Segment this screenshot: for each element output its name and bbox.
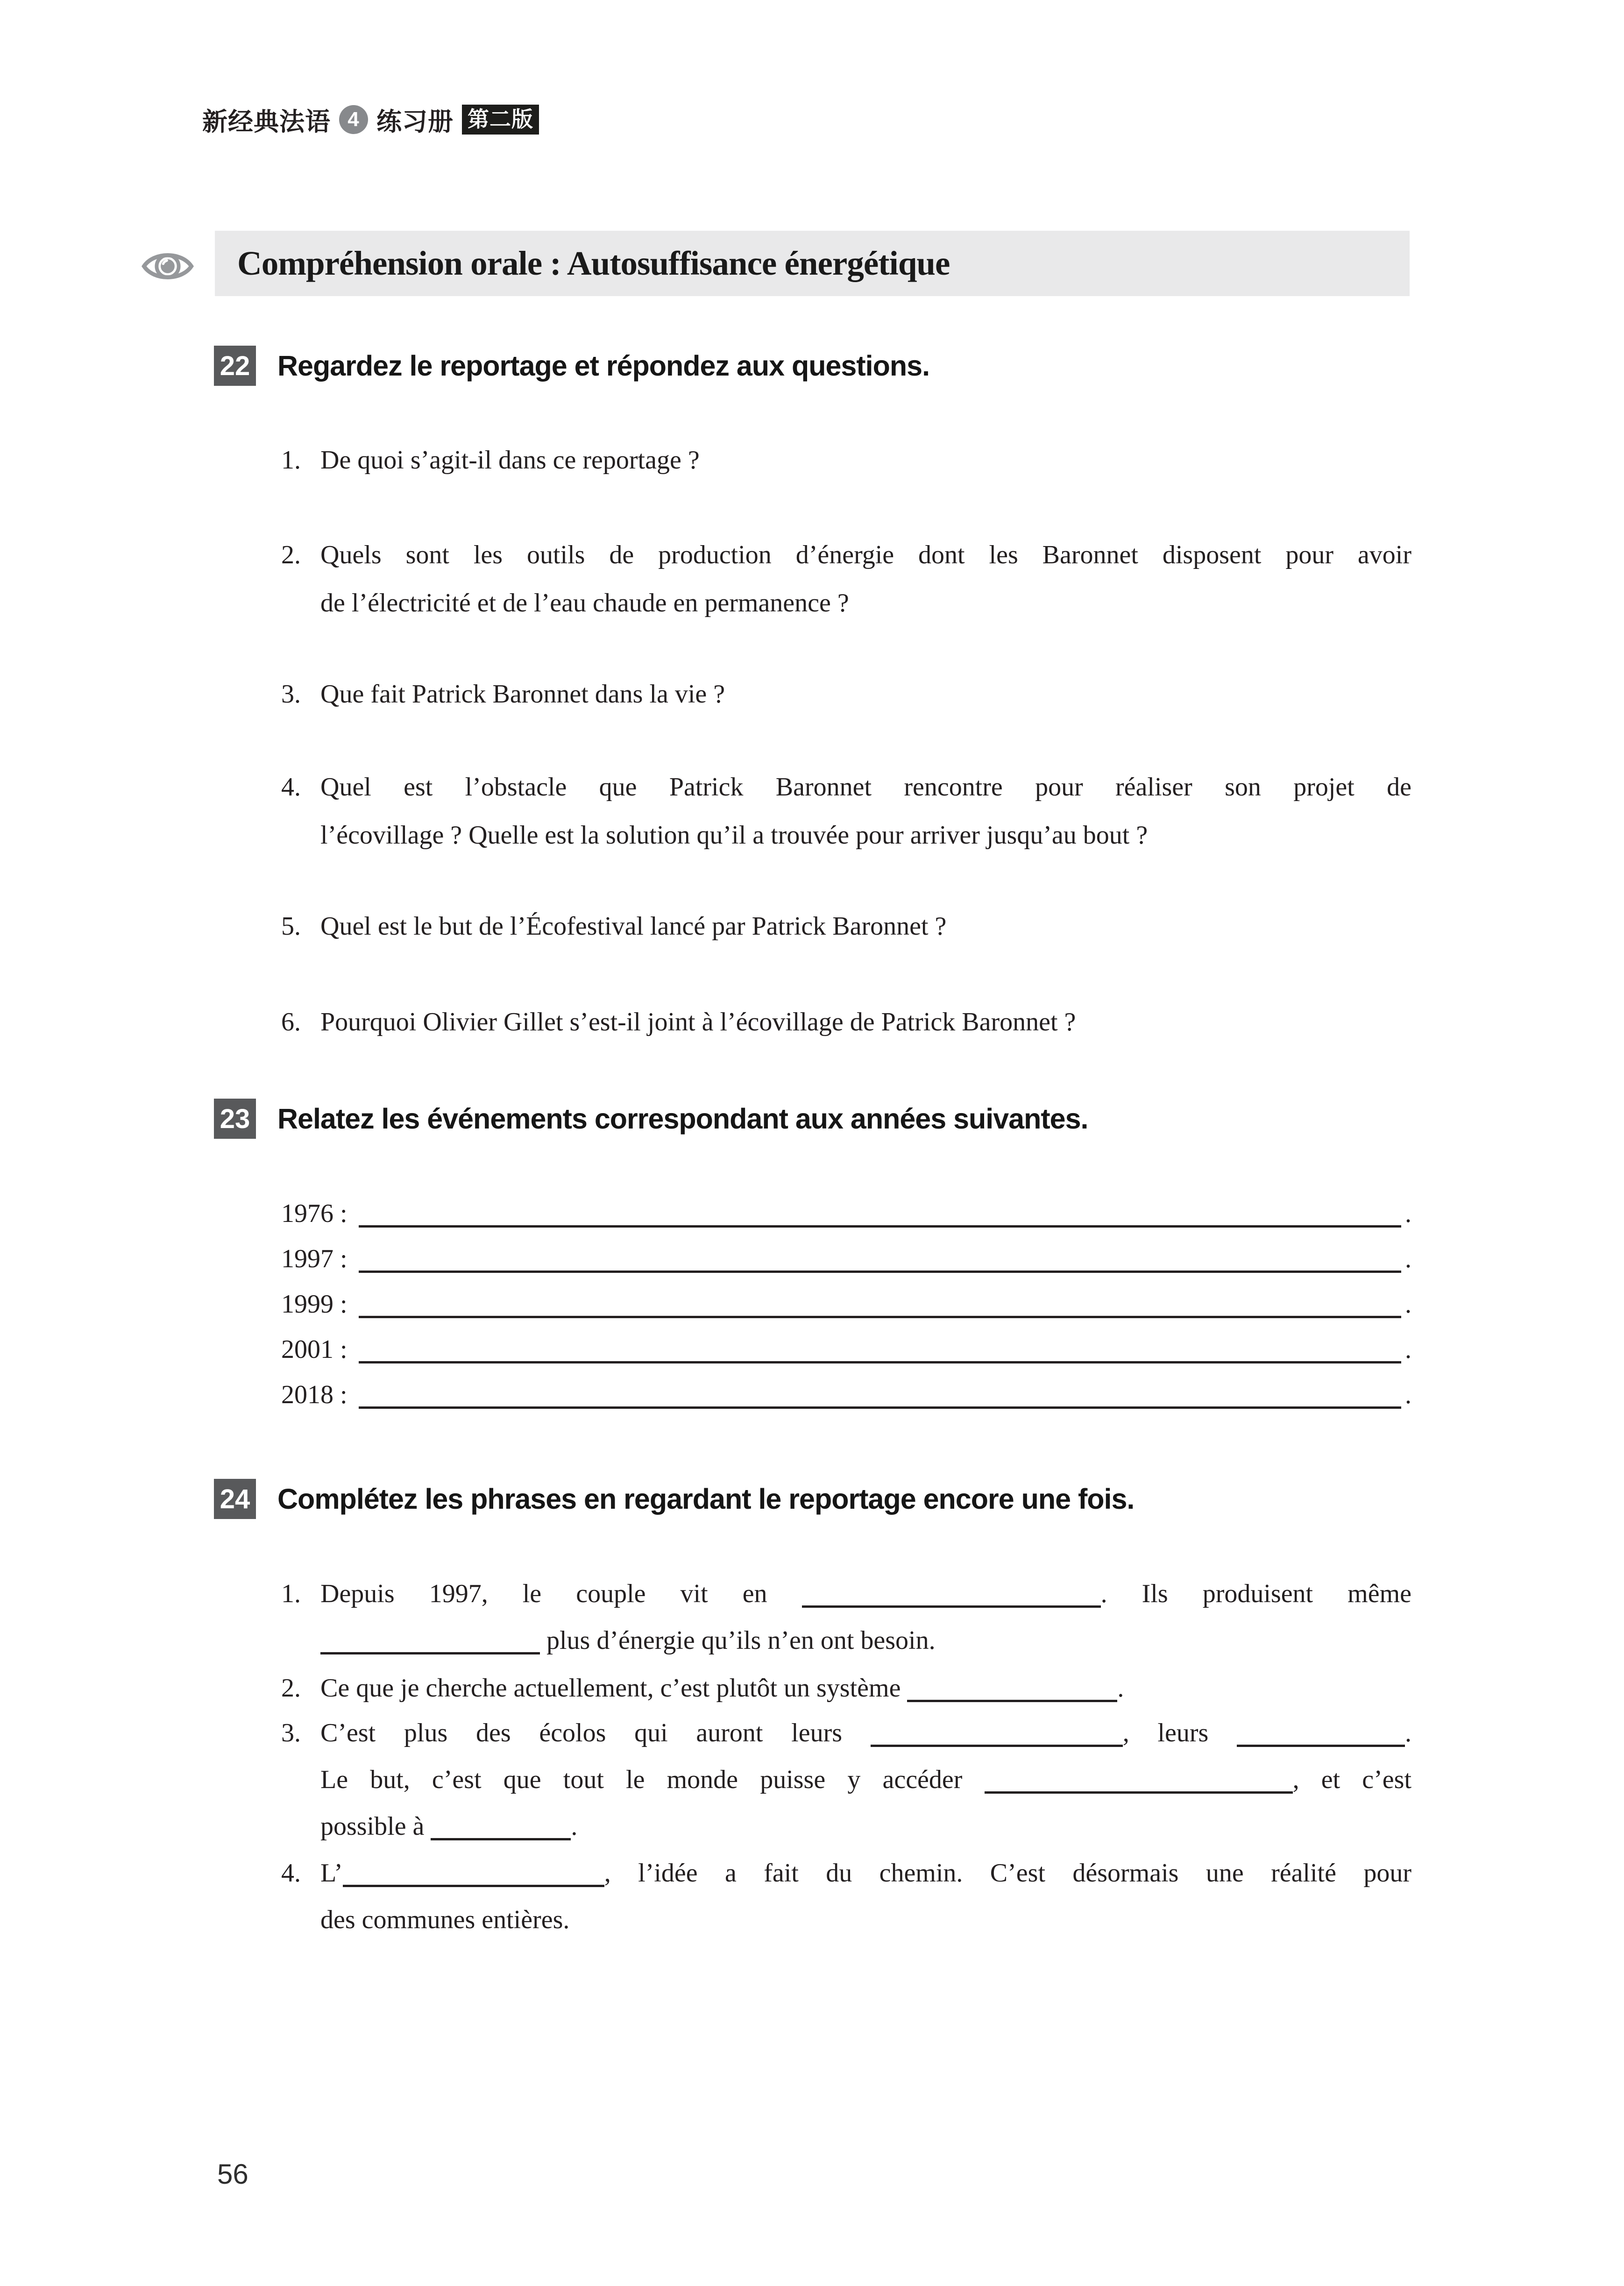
text-segment: Quels sont les outils de production d’énergie dont les Baronnet disposent pour avoir	[320, 540, 1411, 569]
exercise24-title: Complétez les phrases en regardant le reportage encore une fois.	[277, 1483, 1135, 1515]
text-line	[320, 1803, 1411, 1850]
text-segment: possible à	[320, 1812, 431, 1841]
fill-in-blank	[320, 1652, 540, 1654]
text-segment: plus d’énergie qu’ils n’en ont besoin.	[540, 1626, 936, 1655]
exercise22-number-badge: 22	[214, 346, 256, 386]
text-segment: .	[571, 1812, 578, 1841]
text-line	[281, 1850, 1411, 1896]
text-segment: , l’idée a fait du chemin. C’est désormais une réalité pour	[604, 1859, 1411, 1888]
page-number: 56	[217, 2158, 248, 2190]
text-segment: . Ils produisent même	[1100, 1579, 1411, 1608]
text-segment: Quel est le but de l’Écofestival lancé par Patrick Baronnet ?	[320, 912, 947, 941]
book-series-title: 新经典法语	[202, 107, 331, 136]
year-label: 1976 :	[281, 1199, 347, 1228]
line-end-period: .	[1405, 1335, 1411, 1364]
fill-in-blank	[343, 1885, 604, 1887]
text-segment: , leurs	[1122, 1718, 1237, 1747]
year-label: 2001 :	[281, 1335, 347, 1364]
text-line	[281, 1710, 1411, 1756]
line-end-period: .	[1405, 1244, 1411, 1273]
text-segment: Que fait Patrick Baronnet dans la vie ?	[320, 680, 725, 709]
volume-number: 4	[347, 108, 360, 131]
item-number: 2.	[281, 540, 301, 569]
exercise23-title: Relatez les événements correspondant aux années suivantes.	[277, 1103, 1088, 1135]
text-segment: De quoi s’agit-il dans ce reportage ?	[320, 446, 700, 475]
exercise24-number-badge: 24	[214, 1479, 256, 1519]
item-number: 1.	[281, 446, 301, 475]
fill-in-item	[281, 1850, 1411, 1943]
text-segment: , et c’est	[1292, 1765, 1412, 1794]
text-segment: Le but, c’est que tout le monde puisse y accéder	[320, 1765, 985, 1794]
text-segment: L’	[320, 1859, 343, 1888]
text-line	[281, 1570, 1411, 1617]
year-label: 1997 :	[281, 1244, 347, 1273]
book-type-label: 练习册	[376, 107, 454, 136]
item-number: 3.	[281, 1718, 301, 1747]
fill-in-item	[281, 1665, 1411, 1711]
item-number: 2.	[281, 1674, 301, 1703]
fill-in-blank	[985, 1791, 1293, 1794]
line-end-period: .	[1405, 1380, 1411, 1409]
section-title: Compréhension orale : Autosuffisance énergétique	[237, 244, 950, 282]
text-line	[320, 1617, 1411, 1664]
item-number: 5.	[281, 912, 301, 941]
text-line	[320, 1756, 1411, 1803]
text-segment: C’est plus des écolos qui auront leurs	[320, 1718, 871, 1747]
fill-in-blank	[907, 1700, 1117, 1702]
fill-in-blank	[871, 1745, 1123, 1747]
text-segment: .	[1117, 1674, 1124, 1703]
text-segment: Pourquoi Olivier Gillet s’est-il joint à l’écovillage de Patrick Baronnet ?	[320, 1008, 1076, 1037]
year-label: 2018 :	[281, 1380, 347, 1409]
edition-badge: 第二版	[462, 105, 539, 135]
text-segment: de l’électricité et de l’eau chaude en permanence ?	[320, 589, 849, 618]
line-end-period: .	[1405, 1199, 1411, 1228]
text-line	[281, 1665, 1411, 1711]
text-segment: l’écovillage ? Quelle est la solution qu’il a trouvée pour arriver jusqu’au bout ?	[320, 821, 1148, 850]
text-segment: Depuis 1997, le couple vit en	[320, 1579, 802, 1608]
fill-in-item	[281, 1710, 1411, 1850]
item-number: 3.	[281, 680, 301, 709]
exercise22-title: Regardez le reportage et répondez aux questions.	[277, 350, 930, 382]
line-end-period: .	[1405, 1290, 1411, 1319]
fill-in-blank	[431, 1838, 571, 1840]
fill-in-blank	[802, 1605, 1101, 1608]
item-number: 4.	[281, 773, 301, 802]
item-number: 4.	[281, 1859, 301, 1888]
text-segment: Ce que je cherche actuellement, c’est plutôt un système	[320, 1674, 908, 1703]
fill-in-item	[281, 1570, 1411, 1664]
fill-in-blank	[1237, 1745, 1405, 1747]
text-segment: .	[1405, 1718, 1411, 1747]
year-label: 1999 :	[281, 1290, 347, 1319]
item-number: 6.	[281, 1008, 301, 1037]
exercise23-number-badge: 23	[214, 1099, 256, 1139]
item-number: 1.	[281, 1579, 301, 1608]
text-line	[320, 1896, 1411, 1943]
text-segment: Quel est l’obstacle que Patrick Baronnet rencontre pour réaliser son projet de	[320, 773, 1411, 802]
text-segment: des communes entières.	[320, 1905, 570, 1934]
